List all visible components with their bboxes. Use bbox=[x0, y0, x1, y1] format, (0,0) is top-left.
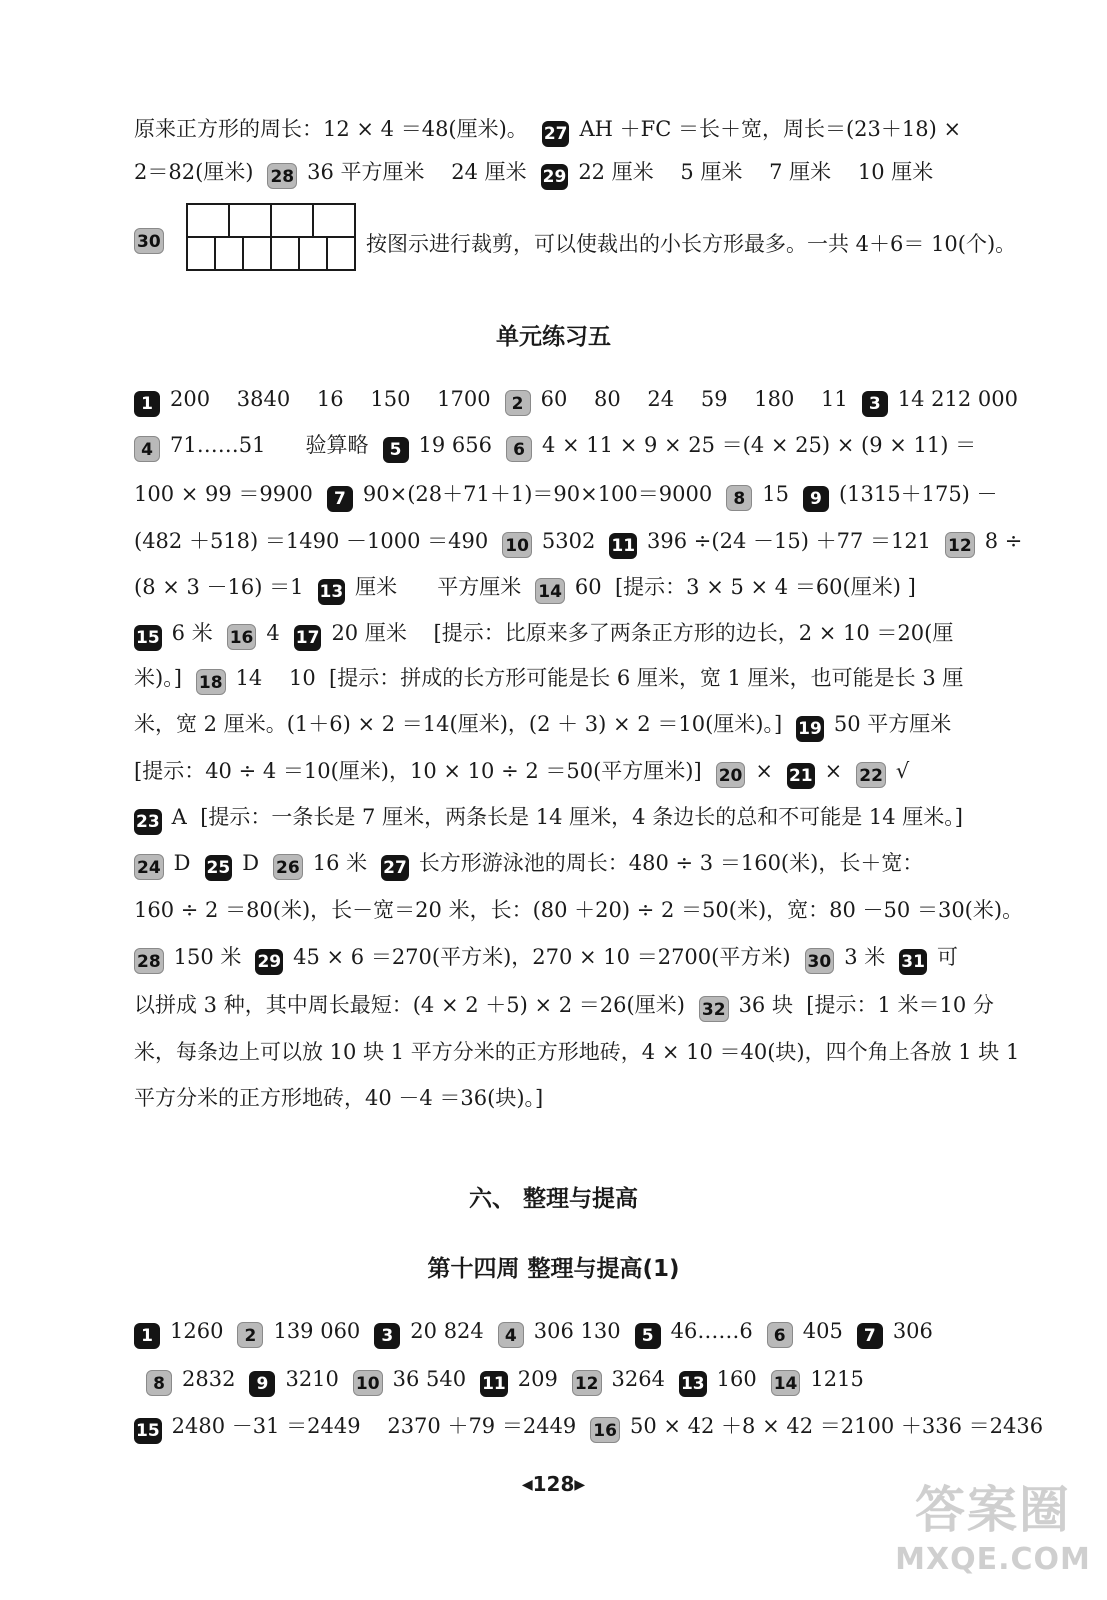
question-number-badge: 14 bbox=[771, 1370, 801, 1396]
answer-text: 16 米 bbox=[312, 851, 368, 875]
question-number-badge: 7 bbox=[327, 486, 353, 512]
answer-text: 46……6 bbox=[670, 1319, 753, 1343]
question-number-badge: 21 bbox=[787, 763, 815, 789]
answer-text: 100 × 99 ＝9900 bbox=[134, 482, 313, 506]
question-number-badge: 11 bbox=[480, 1371, 508, 1397]
answer-text: 平方分米的正方形地砖，40 －4 ＝36(块)。] bbox=[134, 1086, 544, 1110]
answer-text: 396 ÷(24 －15) ＋77 ＝121 bbox=[647, 529, 932, 553]
answer-text: 6 米 bbox=[171, 621, 213, 645]
answer-line bbox=[134, 430, 1034, 463]
answer-text: 20 厘米 [提示：比原来多了两条正方形的边长，2 × 10 ＝20(厘 bbox=[331, 621, 954, 645]
answer-text: 8 ÷ bbox=[984, 529, 1023, 553]
question-number-badge: 2 bbox=[505, 390, 531, 416]
question-number-badge: 22 bbox=[856, 762, 886, 788]
chapter-title: 六、 整理与提高 bbox=[468, 1186, 638, 1212]
answer-text: 4 × 11 × 9 × 25 ＝(4 × 25) × (9 × 11) ＝ bbox=[541, 433, 977, 457]
watermark-logo bbox=[893, 1478, 1093, 1588]
answer-text: 5302 bbox=[541, 529, 596, 553]
answer-text: 209 bbox=[517, 1367, 558, 1391]
question-number-badge: 1 bbox=[134, 391, 160, 417]
question-number-badge: 13 bbox=[318, 579, 346, 605]
question-number-badge: 29 bbox=[255, 949, 283, 975]
answer-text: 厘米 平方厘米 bbox=[355, 575, 522, 599]
answer-line bbox=[134, 572, 1034, 605]
answer-text: 160 ÷ 2 ＝80(米)，长－宽＝20 米，长：(80 ＋20) ÷ 2 ＝50(米)，宽：80 －50 ＝30(米)。 bbox=[134, 898, 1024, 922]
answer-text: 3 米 bbox=[844, 945, 886, 969]
question-number-badge: 3 bbox=[374, 1323, 400, 1349]
right-triangle-icon: ▶ bbox=[574, 1477, 586, 1493]
answer-text: 米，每条边上可以放 10 块 1 平方分米的正方形地砖，4 × 10 ＝40(块)，四个角上各放 1 块 1 bbox=[134, 1040, 1020, 1064]
answer-text: 306 bbox=[892, 1319, 933, 1343]
question-number-badge: 16 bbox=[227, 624, 257, 650]
answer-text: D bbox=[242, 851, 260, 875]
answer-text: D bbox=[173, 851, 191, 875]
section-title: 单元练习五 bbox=[496, 324, 611, 350]
question-number-badge: 30 bbox=[805, 948, 835, 974]
question-number-badge: 15 bbox=[134, 625, 162, 651]
answer-text: (8 × 3 －16) ＝1 bbox=[134, 575, 304, 599]
question-number-badge: 28 bbox=[267, 163, 297, 189]
answer-line bbox=[134, 848, 1034, 881]
answer-text: 14 212 000 bbox=[897, 387, 1019, 411]
watermark-text: 答案圈 bbox=[915, 1481, 1071, 1539]
answer-text: 2＝82(厘米) bbox=[134, 160, 254, 184]
question-number-badge: 30 bbox=[134, 228, 164, 254]
answer-text: [提示：40 ÷ 4 ＝10(厘米)，10 × 10 ÷ 2 ＝50(平方厘米)] bbox=[134, 759, 702, 783]
answer-line bbox=[134, 526, 1034, 559]
question-number-badge: 8 bbox=[146, 1370, 172, 1396]
answer-text: 可 bbox=[936, 945, 958, 969]
question-number-badge: 8 bbox=[726, 485, 752, 511]
answer-line bbox=[134, 663, 1034, 695]
answer-text: 以拼成 3 种，其中周长最短：(4 × 2 ＋5) × 2 ＝26(厘米) bbox=[134, 993, 685, 1017]
question-number-badge: 13 bbox=[679, 1371, 707, 1397]
answer-text: (482 ＋518) ＝1490 －1000 ＝490 bbox=[134, 529, 489, 553]
cutting-diagram bbox=[186, 203, 356, 271]
answer-text: 60 80 24 59 180 11 bbox=[540, 387, 848, 411]
answer-text: 306 130 bbox=[533, 1319, 621, 1343]
answer-text: A [提示：一条长是 7 厘米，两条长是 14 厘米，4 条边长的总和不可能是 14 厘米。] bbox=[171, 805, 963, 829]
answer-text: 15 bbox=[762, 482, 789, 506]
answer-text: 50 平方厘米 bbox=[833, 712, 952, 736]
answer-line bbox=[134, 895, 1034, 925]
question-number-badge: 23 bbox=[134, 809, 162, 835]
answer-text: 36 块 [提示：1 米＝10 分 bbox=[738, 993, 994, 1017]
question-number-badge: 27 bbox=[381, 855, 409, 881]
answer-text: 米，宽 2 厘米。(1＋6) × 2 ＝14(厘米)，(2 ＋ 3) × 2 ＝10(厘米)。] bbox=[134, 712, 783, 736]
question-number-badge: 5 bbox=[383, 437, 409, 463]
answer-text: 原来正方形的周长：12 × 4 ＝48(厘米)。 bbox=[134, 117, 528, 141]
answer-text: 米)。] bbox=[134, 666, 182, 690]
question-number-badge: 3 bbox=[862, 391, 888, 417]
answer-text: 90×(28＋71＋1)＝90×100＝9000 bbox=[362, 482, 713, 506]
question-number-badge: 6 bbox=[767, 1322, 793, 1348]
question-number-badge: 2 bbox=[237, 1322, 263, 1348]
question-number-badge: 31 bbox=[899, 949, 927, 975]
answer-text: 36 平方厘米 24 厘米 bbox=[307, 160, 527, 184]
answer-text: √ bbox=[895, 759, 910, 783]
question-number-badge: 32 bbox=[699, 996, 729, 1022]
answer-line bbox=[134, 618, 1034, 651]
answer-line bbox=[134, 1316, 1034, 1349]
answer-line bbox=[134, 114, 1034, 147]
answer-line bbox=[134, 942, 1034, 975]
answer-text: 20 824 bbox=[410, 1319, 484, 1343]
answer-text: 22 厘米 5 厘米 7 厘米 10 厘米 bbox=[578, 160, 934, 184]
answer-line bbox=[134, 1037, 1034, 1067]
answer-text: 长方形游泳池的周长：480 ÷ 3 ＝160(米)，长＋宽： bbox=[418, 851, 924, 875]
answer-text: 36 540 bbox=[392, 1367, 467, 1391]
question-number-badge: 12 bbox=[945, 532, 975, 558]
question-number-badge: 18 bbox=[196, 669, 226, 695]
question-number-badge: 29 bbox=[541, 164, 569, 190]
answer-text: × bbox=[755, 759, 773, 783]
question-number-badge: 12 bbox=[572, 1370, 602, 1396]
question-number-badge: 14 bbox=[535, 578, 565, 604]
question-number-badge: 10 bbox=[502, 532, 532, 558]
week-title: 第十四周 整理与提高(1) bbox=[427, 1256, 680, 1282]
question-number-badge: 17 bbox=[294, 625, 322, 651]
answer-line bbox=[134, 479, 1034, 512]
answer-text: × bbox=[824, 759, 843, 783]
answer-text: 4 bbox=[266, 621, 280, 645]
answer-text: 2832 bbox=[182, 1367, 236, 1391]
question-number-badge: 11 bbox=[609, 533, 637, 559]
answer-text: 150 米 bbox=[173, 945, 242, 969]
answer-text: (1315＋175) － bbox=[838, 482, 998, 506]
question-number-badge: 1 bbox=[134, 1323, 160, 1349]
answer-text: 160 bbox=[716, 1367, 757, 1391]
question-number-badge: 27 bbox=[542, 121, 570, 147]
answer-text: 19 656 bbox=[418, 433, 492, 457]
question-number-badge: 26 bbox=[273, 854, 303, 880]
left-triangle-icon: ◀ bbox=[521, 1477, 533, 1493]
watermark-url: MXQE.COM bbox=[895, 1542, 1091, 1577]
question-number-badge: 5 bbox=[635, 1323, 661, 1349]
question-number-badge: 4 bbox=[498, 1322, 524, 1348]
question-number-badge: 28 bbox=[134, 948, 164, 974]
answer-text: AH ＋FC ＝长＋宽，周长＝(23＋18) × bbox=[579, 117, 962, 141]
page-number-value: 128 bbox=[532, 1472, 575, 1496]
answer-text: 14 10 [提示：拼成的长方形可能是长 6 厘米，宽 1 厘米，也可能是长 3 厘 bbox=[235, 666, 964, 690]
q30-text: 按图示进行裁剪，可以使裁出的小长方形最多。一共 4＋6＝ 10(个)。 bbox=[366, 232, 1017, 256]
question-number-badge: 7 bbox=[857, 1323, 883, 1349]
question-number-badge: 19 bbox=[796, 716, 824, 742]
question-number-badge: 10 bbox=[353, 1370, 383, 1396]
answer-text: 139 060 bbox=[273, 1319, 361, 1343]
answer-text: 2480 －31 ＝2449 2370 ＋79 ＝2449 bbox=[171, 1414, 577, 1438]
question-number-badge: 25 bbox=[205, 855, 233, 881]
answer-text: 45 × 6 ＝270(平方米)，270 × 10 ＝2700(平方米) bbox=[293, 945, 791, 969]
question-number-badge: 4 bbox=[134, 436, 160, 462]
answer-text: 3264 bbox=[611, 1367, 665, 1391]
answer-text: 1215 bbox=[810, 1367, 864, 1391]
answer-text: 50 × 42 ＋8 × 42 ＝2100 ＋336 ＝2436 bbox=[629, 1414, 1044, 1438]
answer-line bbox=[134, 756, 1034, 789]
answer-line bbox=[134, 384, 1034, 417]
answer-line bbox=[134, 802, 1034, 835]
question-number-badge: 15 bbox=[134, 1418, 162, 1444]
answer-line bbox=[146, 1364, 1046, 1397]
question-number-badge: 16 bbox=[590, 1417, 620, 1443]
answer-text: 71……51 验算略 bbox=[170, 433, 369, 457]
answer-text: 3210 bbox=[285, 1367, 339, 1391]
answer-line bbox=[134, 157, 1034, 190]
question-number-badge: 6 bbox=[506, 436, 532, 462]
answer-line bbox=[134, 990, 1034, 1022]
question-number-badge: 24 bbox=[134, 854, 164, 880]
answer-line bbox=[134, 1411, 1044, 1444]
answer-line bbox=[134, 709, 1034, 742]
answer-text: 200 3840 16 150 1700 bbox=[170, 387, 491, 411]
question-number-badge: 9 bbox=[803, 486, 829, 512]
question-number-badge: 20 bbox=[716, 762, 746, 788]
answer-text: 60 [提示：3 × 5 × 4 ＝60(厘米) ] bbox=[574, 575, 916, 599]
question-number-badge: 9 bbox=[249, 1371, 275, 1397]
answer-text: 1260 bbox=[170, 1319, 224, 1343]
answer-text: 405 bbox=[802, 1319, 843, 1343]
answer-line bbox=[134, 1083, 1034, 1113]
